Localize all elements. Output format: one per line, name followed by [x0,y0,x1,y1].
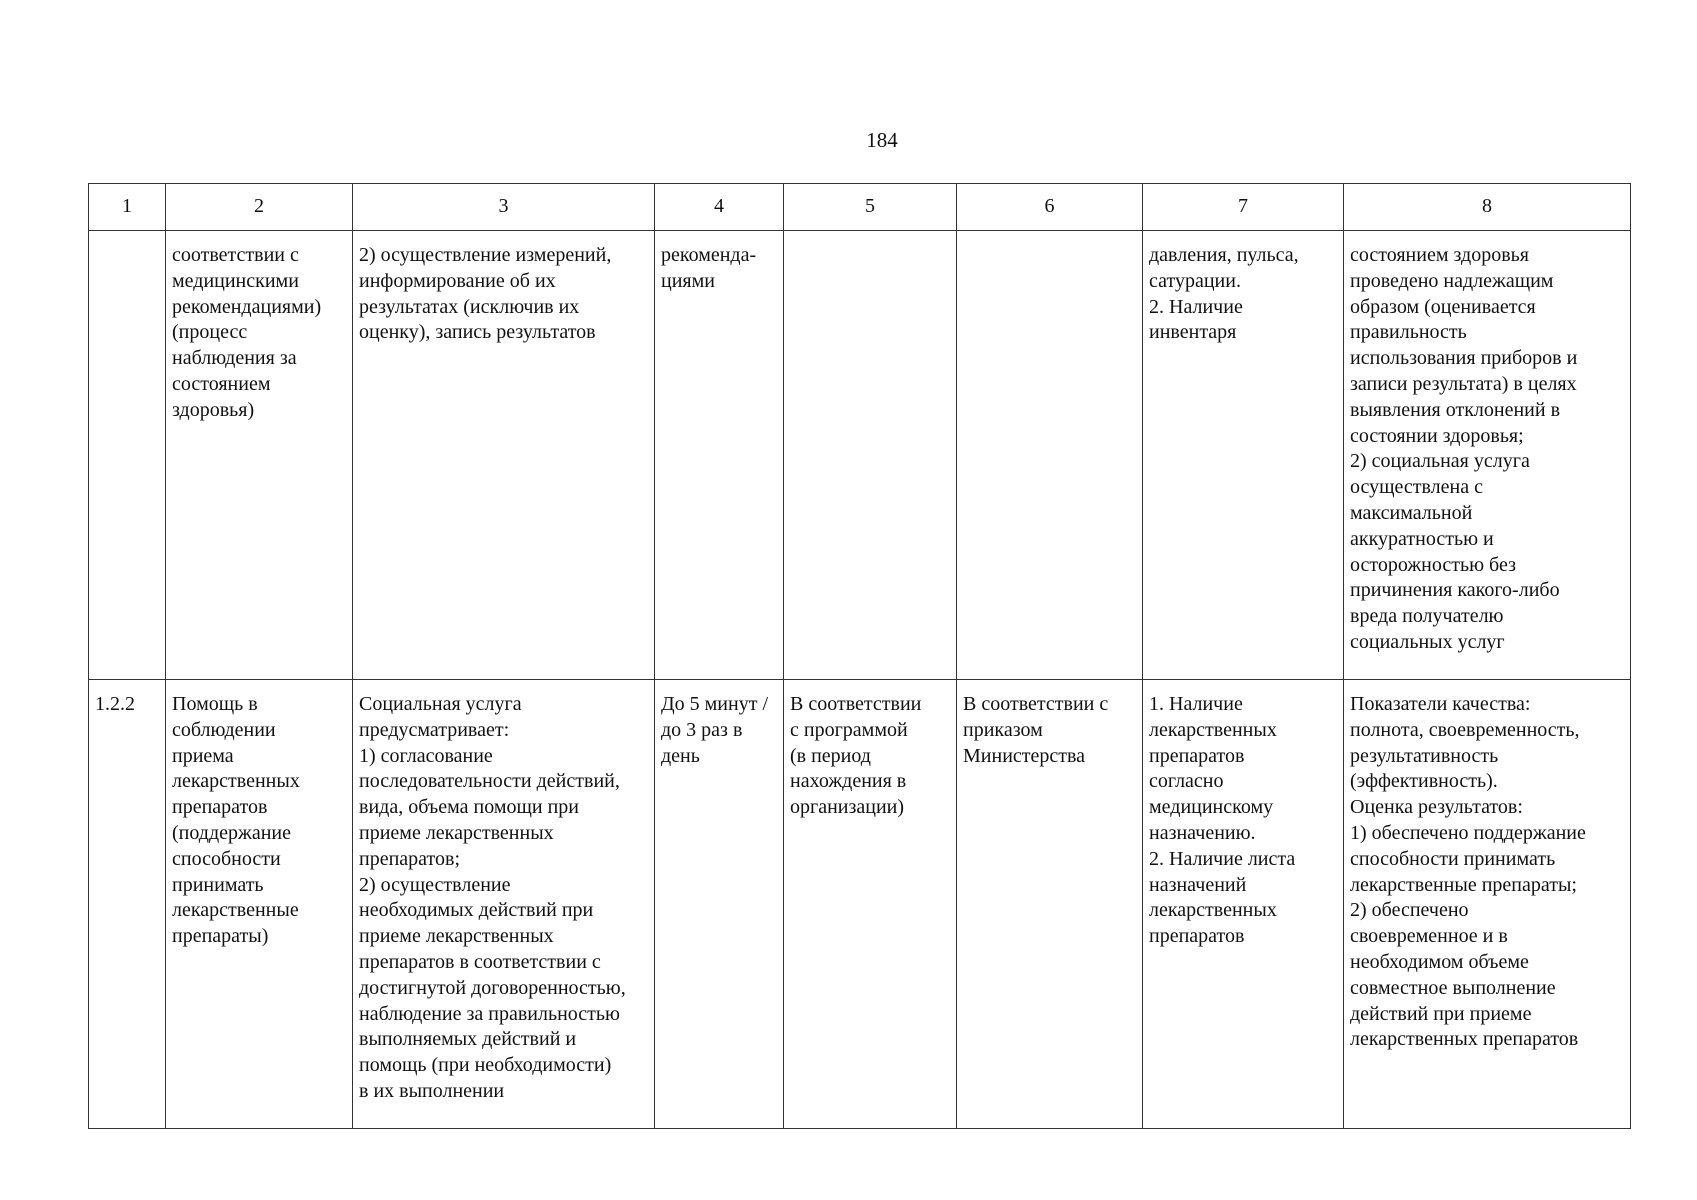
cell-service-description: 2) осуществление измерений, информирование об их результатах (исключив их оценку), запись результатов [353,231,655,680]
page-number: 184 [866,128,898,152]
cell-service-name: соответствии с медицинскими рекомендациями) (процесс наблюдения за состоянием здоровья) [166,231,353,680]
column-number-4: 4 [655,184,784,231]
cell-period: В соответствии с программой (в период нахождения в организации) [784,680,957,1129]
cell-number [89,231,166,680]
column-number-5: 5 [784,184,957,231]
cell-cost: В соответствии с приказом Министерства [957,680,1143,1129]
table-row-1-2-2 [89,680,1631,1129]
cell-norms: До 5 минут / до 3 раз в день [655,680,784,1129]
cell-service-description: Социальная услуга предусматривает: 1) согласование последовательности действий, вида, объема помощи при приеме лекарственных препаратов; 2) осуществление необходимых действий при приеме лекарственных препаратов в соответствии с достигнутой договоренностью, наблюдение за правильностью выполняемых действий и помощь (при необходимости) в их выполнении [353,680,655,1129]
column-number-6: 6 [957,184,1143,231]
cell-quality-indicators: Показатели качества: полнота, своевременность, результативность (эффективность). Оценка результатов: 1) обеспечено поддержание способности принимать лекарственные препараты; 2) обеспечено своевременное и в необходимом объеме совместное выполнение действий при приеме лекарственных препаратов [1344,680,1631,1129]
column-number-8: 8 [1344,184,1631,231]
column-number-header-row [89,184,1631,231]
table-row-continuation [89,231,1631,680]
cell-quality-indicators: состоянием здоровья проведено надлежащим образом (оценивается правильность использования приборов и записи результата) в целях выявления отклонений в состоянии здоровья; 2) социальная услуга осуществлена с максимальной аккуратностью и осторожностью без причинения какого-либо вреда получателю социальных услуг [1344,231,1631,680]
cell-cost [957,231,1143,680]
cell-conditions: 1. Наличие лекарственных препаратов согласно медицинскому назначению. 2. Наличие листа назначений лекарственных препаратов [1143,680,1344,1129]
services-table [88,183,1631,1129]
cell-period [784,231,957,680]
cell-service-name: Помощь в соблюдении приема лекарственных препаратов (поддержание способности принимать лекарственные препараты) [166,680,353,1129]
column-number-1: 1 [89,184,166,231]
cell-conditions: давления, пульса, сатурации. 2. Наличие инвентаря [1143,231,1344,680]
column-number-7: 7 [1143,184,1344,231]
column-number-3: 3 [353,184,655,231]
cell-number: 1.2.2 [89,680,166,1129]
column-number-2: 2 [166,184,353,231]
cell-norms: рекоменда- циями [655,231,784,680]
